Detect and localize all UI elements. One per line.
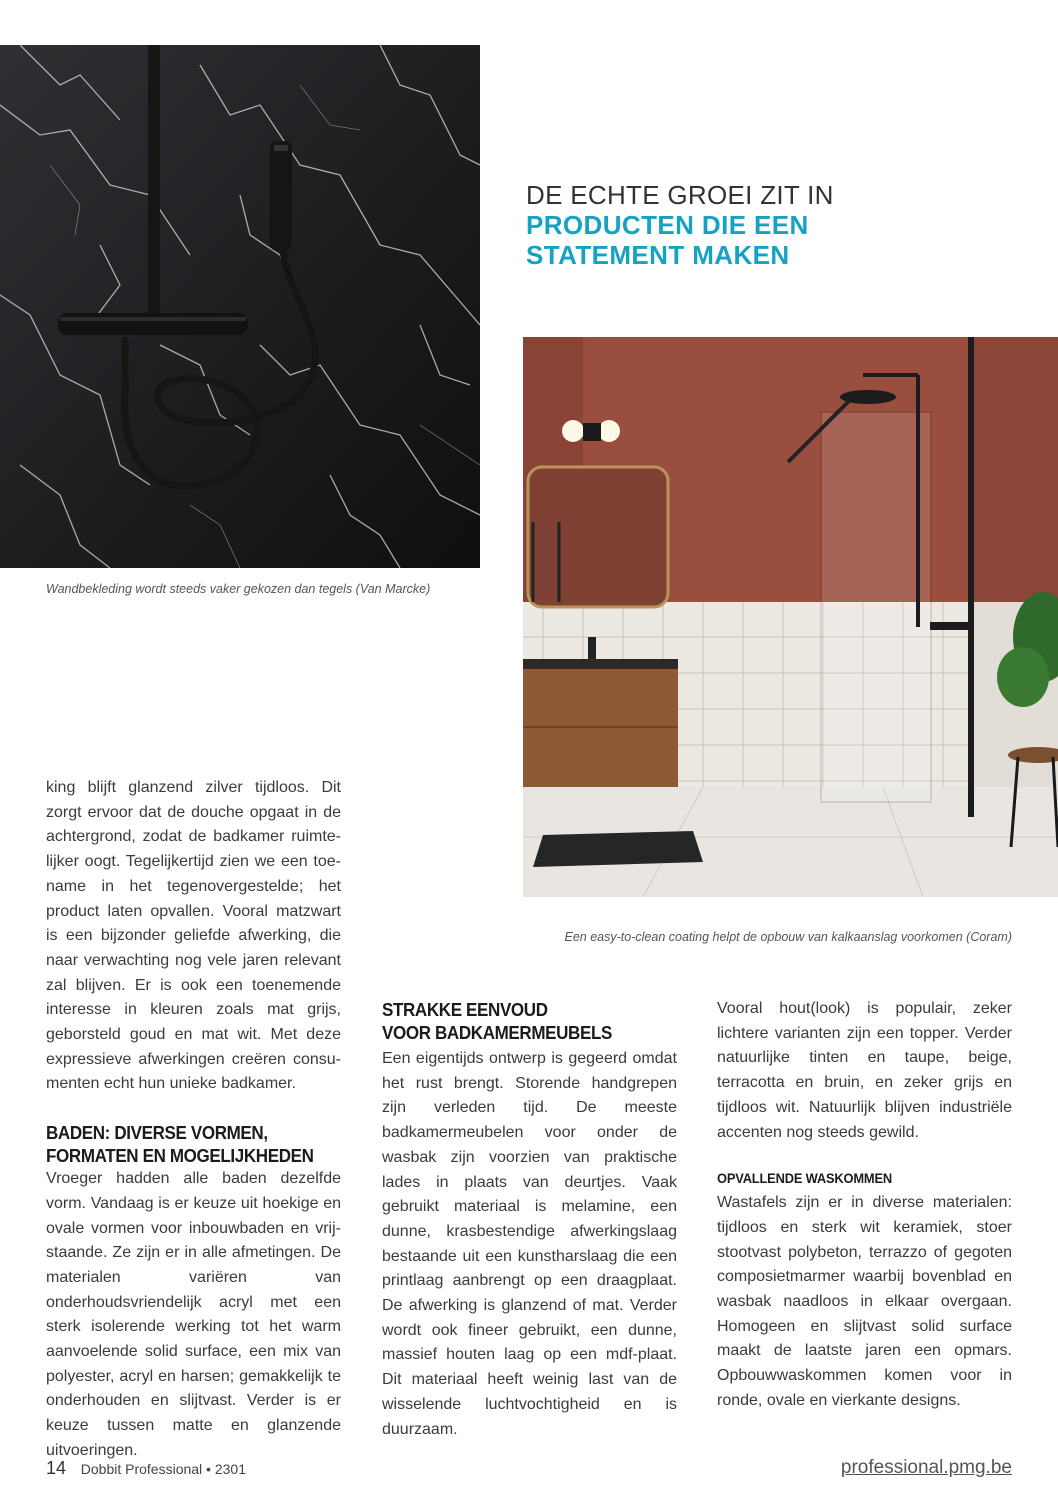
column-1-intro: king blijft glanzend zilver tijdloos. Dit zorgt ervoor dat de douche opgaat in de achtergrond, zodat de badkamer ruimtelijker oogt. Tegelijkertijd zien we een toename in het tegenovergestelde; het product laten opvallen. Vooral matzwart is een bijzonder geliefde afwerking, die naar verwachting nog vele jaren relevant zal blijven. Er is ook een toenemende interesse in kleuren zoals mat grijs, geborsteld goud en mat wit. Met deze expressieve afwerkingen creëren consumenten echt hun unieke badkamer. [46, 779, 341, 1093]
pull-quote-line-3: STATEMENT MAKEN [526, 240, 790, 270]
publication-name: Dobbit Professional • 2301 [80, 1461, 246, 1477]
baths-heading-line-1: BADEN: DIVERSE VORMEN, [46, 1122, 268, 1144]
column-3 [717, 997, 1012, 1414]
column-3-intro: Vooral hout(look) is populair, zeker lichtere varianten zijn een topper. Verder natuurlijke tinten en taupe, beige, terracotta en bruin, en zeker grijs en tijdloos wit. Natuurlijk blijven industriële accenten nog steeds gewild. [717, 1000, 1012, 1141]
washbasins-heading: OPVALLENDE WASKOMMEN [717, 1170, 892, 1187]
furniture-heading [382, 998, 612, 1044]
pull-quote [526, 180, 856, 270]
furniture-body: Een eigentijds ontwerp is gegeerd omdat het rust brengt. Storende handgrepen zijn verleden tijd. De meeste badkamermeubelen voor onder de wasbak zijn voorzien van praktische lades in plaats van deurtjes. Vaak gebruikt materiaal is melamine, een dunne, krasbestendige afwerkingslaag bestaande uit een kunstharslaag die een printlaag aanbrengt op een draagplaat. De afwerking is glanzend of mat. Verder wordt ook fineer gebruikt, een dunne, massief houten laag op een mdf-plaat. Dit materiaal heeft weinig last van de wisselende luchtvochtigheid en is duurzaam. [382, 1050, 677, 1438]
pull-quote-line-1: DE ECHTE GROEI ZIT IN [526, 180, 834, 210]
bathroom-caption: Een easy-to-clean coating helpt de opbouw van kalkaanslag voorkomen (Coram) [564, 930, 1012, 944]
bathroom-photo [523, 337, 1058, 897]
column-1 [46, 776, 341, 1464]
website-link[interactable]: professional.pmg.be [840, 1457, 1012, 1478]
baths-heading-line-2: FORMATEN EN MOGELIJKHEDEN [46, 1145, 314, 1167]
baths-body: Vroeger hadden alle baden dezelfde vorm. Vandaag is er keuze uit hoekige en ovale vormen voor inbouwbaden en vrijstaande. Ze zijn er in alle afmetingen. De materialen variëren van onderhoudsvriendelijk acryl met een sterk isolerende werking tot het warm aanvoelende solid surface, een mix van polyester, acryl en harsen; gemakkelijk te onderhouden en slijtvast. Verder is er keuze tussen matte en glanzende uitvoeringen. [46, 1170, 341, 1459]
furniture-heading-line-2: VOOR BADKAMERMEUBELS [382, 1022, 612, 1043]
baths-heading [46, 1121, 317, 1167]
furniture-heading-line-1: STRAKKE EENVOUD [382, 999, 548, 1020]
column-2 [382, 1047, 677, 1442]
washbasins-body: Wastafels zijn er in diverse materialen: tijdloos en sterk wit keramiek, stoer stootvast polybeton, terrazzo of gegoten composietmarmer waarbij bovenblad en wasbak naadloos in elkaar overgaan. Homogeen en slijtvast solid surface maakt de laatste jaren een opmars. Opbouwwaskommen komen voor in ronde, ovale en vierkante designs. [717, 1194, 1012, 1409]
shower-caption: Wandbekleding wordt steeds vaker gekozen dan tegels (Van Marcke) [46, 582, 431, 596]
shower-illustration [0, 45, 480, 568]
bathroom-illustration [523, 337, 1058, 897]
page-number: 14 [46, 1458, 67, 1478]
shower-photo [0, 45, 480, 568]
footer-left [46, 1458, 246, 1479]
pull-quote-line-2: PRODUCTEN DIE EEN [526, 210, 809, 240]
